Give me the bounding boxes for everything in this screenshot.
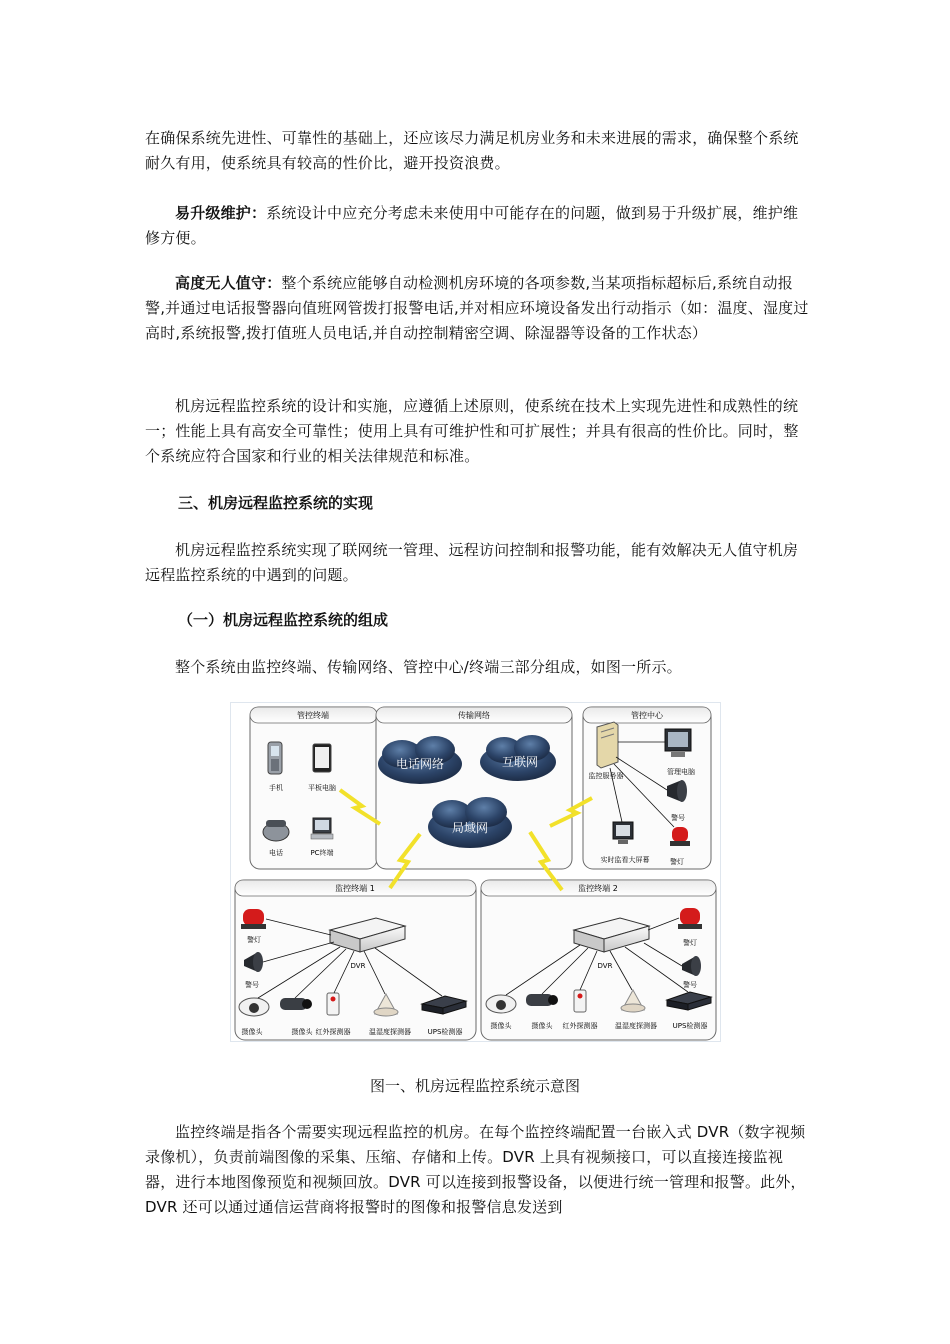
center-light-label: 警灯: [670, 858, 684, 866]
monitor1-bullet-camera-icon: [280, 998, 312, 1010]
paragraph-upgrade: [145, 201, 810, 251]
monitor1-dvr-label: DVR: [350, 962, 366, 970]
center-alarm-light-icon: [670, 827, 690, 846]
upgrade-text: 系统设计中应充分考虑未来使用中可能存在的问题，做到易于升级扩展，维护维修方便。: [145, 204, 799, 247]
paragraph-design-goal: 在确保系统先进性、可靠性的基础上，还应该尽力满足机房业务和未来进展的需求，确保整个系统耐久有用，使系统具有较高的性价比，避开投资浪费。: [145, 129, 799, 172]
mobile-label: 手机: [269, 784, 283, 792]
figure-caption: 图一、机房远程监控系统示意图: [369, 1077, 580, 1095]
monitor2-alarm-light-icon: [678, 908, 702, 929]
monitor1-dome-camera-icon: [239, 998, 269, 1016]
paragraph-implementation: 机房远程监控系统实现了联网统一管理、远程访问控制和报警功能，能有效解决无人值守机房远程监控系统的中遇到的问题。: [145, 541, 799, 584]
pc-terminal-icon: [311, 818, 333, 839]
monitor1-ups-label: UPS检测器: [427, 1028, 463, 1036]
monitor1-th-label: 温湿度探测器: [369, 1028, 411, 1036]
management-pc-label: 管理电脑: [667, 768, 695, 776]
lan-label: 局域网: [451, 821, 489, 835]
paragraph-monitor-terminal: 监控终端是指各个需要实现远程监控的机房。在每个监控终端配置一台嵌入式 DVR（数字视频录像机），负责前端图像的采集、压缩、存储和上传。DVR 上具有视频接口，可以直接连接监视器，进行本地图像预览和视频回放。DVR 可以连接到报警设备，以便进行统一管理和报警。此外，DVR 还可以通过通信运营商将报警时的图像和报警信息发送到: [145, 1123, 806, 1216]
monitor2-light-label: 警灯: [683, 939, 697, 947]
monitor1-light-label: 警灯: [247, 936, 261, 944]
monitor1-dome-camera-label: 摄像头: [241, 1028, 263, 1036]
monitor1-alarm-light-icon: [241, 909, 266, 929]
system-diagram: [230, 702, 721, 1042]
pc-terminal-label: PC终端: [310, 849, 334, 857]
monitor1-ir-detector-icon: [327, 993, 339, 1015]
internet-label: 互联网: [501, 755, 539, 769]
paragraph-unattended: [145, 271, 810, 346]
monitor2-dome-camera-label: 摄像头: [490, 1022, 512, 1030]
monitor2-bullet-camera-label: 摄像头: [531, 1022, 553, 1030]
telephone-label: 电话: [269, 849, 283, 857]
monitor1-ir-label: 红外探测器: [315, 1028, 351, 1036]
panel-center-title: 管控中心: [631, 711, 663, 720]
section-heading-3: 三、机房远程监控系统的实现: [178, 494, 374, 512]
panel-network-title: 传输网络: [458, 711, 490, 720]
system-diagram-svg: [230, 702, 721, 1042]
center-siren-label: 警号: [671, 814, 685, 822]
upgrade-label: 易升级维护：: [175, 204, 267, 222]
server-label: 监控服务器: [588, 772, 624, 780]
paragraph-composition: 整个系统由监控终端、传输网络、管控中心/终端三部分组成，如图一所示。: [175, 658, 682, 676]
monitor2-th-label: 温湿度探测器: [615, 1022, 657, 1030]
monitor2-siren-label: 警号: [683, 981, 697, 989]
monitor2-ups-label: UPS检测器: [672, 1022, 708, 1030]
unattended-text: 整个系统应能够自动检测机房环境的各项参数,当某项指标超标后,系统自动报警,并通过电话报警器向值班网管拨打报警电话,并对相应环境设备发出行动指示（如：温度、湿度过高时,系统报警,拨打值班人员电话,并自动控制精密空调、除湿器等设备的工作状态）: [145, 274, 809, 342]
monitor2-dvr-label: DVR: [597, 962, 613, 970]
panel-monitor-1-title: 监控终端 1: [335, 884, 375, 893]
phone-network-label: 电话网络: [395, 757, 445, 771]
mobile-phone-icon: [268, 742, 282, 774]
monitor1-siren-label: 警号: [245, 981, 259, 989]
monitor1-bullet-camera-label: 摄像头: [291, 1028, 313, 1036]
monitor2-dome-camera-icon: [486, 995, 516, 1013]
big-screen-label: 实时监看大屏幕: [600, 856, 650, 864]
monitor2-bullet-camera-icon: [526, 994, 558, 1006]
monitor-server-icon: [597, 722, 618, 768]
monitor2-ir-label: 红外探测器: [562, 1022, 598, 1030]
subsection-heading-1: （一）机房远程监控系统的组成: [178, 611, 389, 629]
paragraph-principles: 机房远程监控系统的设计和实施，应遵循上述原则，使系统在技术上实现先进性和成熟性的统一；性能上具有高安全可靠性；使用上具有可维护性和可扩展性；并具有很高的性价比。同时，整个系统应符合国家和行业的相关法律规范和标准。: [145, 397, 799, 465]
telephone-icon: [263, 820, 289, 841]
tablet-label: 平板电脑: [308, 784, 336, 792]
tablet-icon: [313, 744, 331, 772]
panel-monitor-2-title: 监控终端 2: [578, 884, 618, 893]
unattended-label: 高度无人值守：: [175, 274, 282, 292]
monitor2-ir-detector-icon: [574, 990, 586, 1012]
panel-monitor-2: [481, 880, 716, 1040]
panel-terminal-title: 管控终端: [297, 711, 329, 720]
